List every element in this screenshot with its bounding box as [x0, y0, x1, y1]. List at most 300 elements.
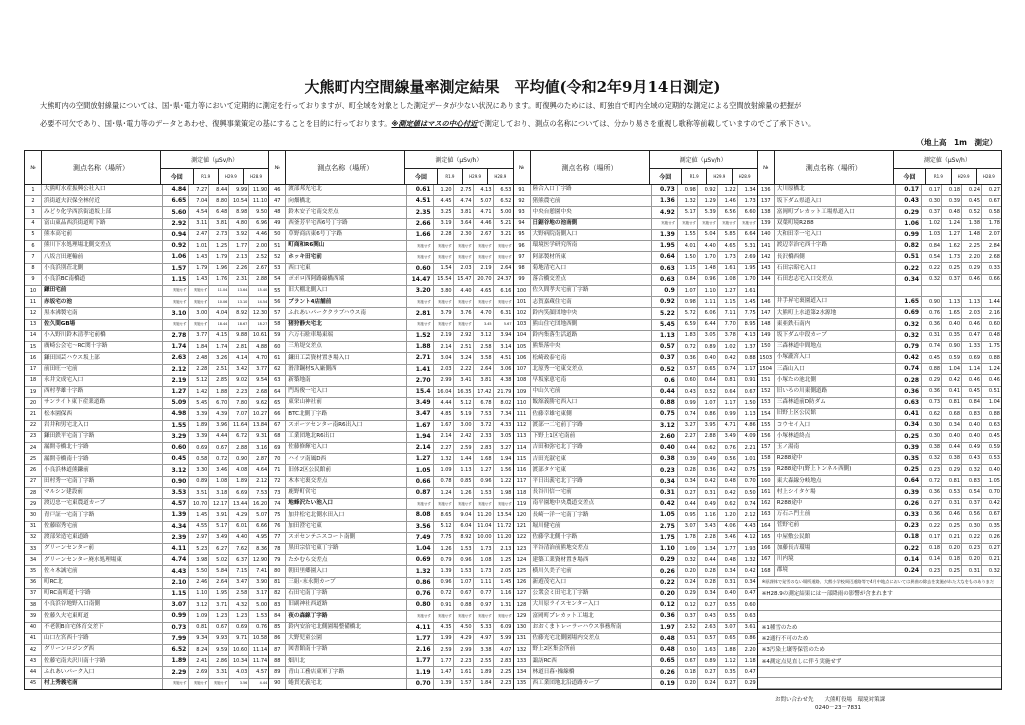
value-r1-9: 4.54 — [189, 207, 209, 217]
value-h28-9: 0.56 — [718, 454, 738, 464]
point-name: 石田宅南丁字路 — [286, 589, 407, 599]
point-name: たかむら交差点 — [286, 555, 407, 565]
table-row — [25, 499, 268, 510]
table-row — [25, 207, 268, 218]
value-h28-9: 0.81 — [718, 376, 738, 386]
current-value: 0.9 — [652, 286, 678, 296]
point-name: 郡境 — [775, 566, 896, 576]
current-value: 0.12 — [652, 600, 678, 610]
table-row — [269, 634, 512, 645]
value-h29-9: 0.34 — [942, 420, 962, 430]
value-h27-9: 15.40 — [257, 288, 268, 293]
table-rows — [25, 185, 268, 689]
value-h27-9: 3.90 — [256, 579, 268, 586]
intro-text-line1: 大熊町内の空間放射線量については、国･県･電力等において定期的に測定を行っておりますが、町全域を対象とした測定データが少ない状況にあります。町復興のためには、町独自で町内全域の定期的な測定による空間放射線量の把握が — [40, 101, 802, 110]
value-h27-9: 3.17 — [256, 590, 268, 597]
point-name — [775, 286, 896, 296]
value-h29-9: 1.88 — [209, 387, 229, 397]
point-name: 猪熊農宅前 — [531, 196, 652, 206]
table-row — [514, 387, 757, 398]
value-h27-9: 0.48 — [988, 332, 1000, 339]
value-r1-9: 3.80 — [434, 286, 454, 296]
value-h28-9: 10.54 — [229, 196, 249, 206]
current-value: 6.52 — [163, 645, 189, 655]
point-name: 菊地清宅入口 — [531, 264, 652, 274]
point-number: 157 — [758, 443, 775, 453]
point-name: 吉田和弥宅北丁字路 — [531, 443, 652, 453]
point-name: 新築地南 — [286, 376, 407, 386]
value-h29-9: 0.28 — [698, 566, 718, 576]
point-number: 39 — [25, 611, 42, 621]
value-h27-9: 0.63 — [744, 612, 756, 619]
value-r1-9: 0.58 — [189, 454, 209, 464]
point-number: 100 — [514, 286, 531, 296]
value-h27-9: 4.09 — [744, 433, 756, 440]
point-name: 小塚林道終点 — [775, 431, 896, 441]
value-h27-9: 0.33 — [988, 265, 1000, 272]
header-measurements — [650, 151, 757, 184]
value-h29-9: 2.59 — [454, 443, 474, 453]
table-row — [269, 365, 512, 376]
value-h27-9: 4.07 — [500, 646, 512, 653]
note-line: ※1種雪のため — [758, 622, 1001, 633]
value-r1-9: 2.97 — [189, 533, 209, 543]
value-h28-9: 1.27 — [718, 286, 738, 296]
header-periods — [894, 169, 1001, 184]
current-value: 0.69 — [407, 555, 433, 565]
point-number: 79 — [269, 555, 286, 565]
value-r1-9: 0.69 — [189, 443, 209, 453]
point-number: 28 — [25, 488, 42, 498]
value-h29-9: 実施せず — [454, 611, 474, 621]
point-number: 9 — [25, 275, 42, 285]
value-h28-9: 8.92 — [229, 308, 249, 318]
value-h29-9: 実施せず — [454, 297, 474, 307]
value-h27-9: 18.27 — [257, 322, 268, 327]
value-h28-9: 13.64 — [229, 286, 249, 296]
current-value: 0.39 — [896, 487, 922, 497]
table-row — [758, 241, 1001, 252]
point-name: 三森林道前D防ダム — [775, 398, 896, 408]
point-number: 1504 — [758, 364, 775, 374]
value-h27-9 — [982, 286, 1001, 296]
point-name: ホッキ田宅前 — [286, 252, 407, 262]
value-h28-9: 0.96 — [474, 477, 494, 487]
table-row — [514, 522, 757, 533]
point-name: 旧野上区公民館 — [775, 409, 896, 419]
current-value: 1.94 — [407, 432, 433, 442]
value-h28-9: 2.64 — [474, 365, 494, 375]
current-value: 2.66 — [407, 219, 433, 229]
table-row — [514, 555, 757, 566]
value-h28-9: 2.13 — [229, 252, 249, 262]
value-r1-9: 3.77 — [189, 331, 209, 341]
value-h29-9: 0.86 — [698, 409, 718, 419]
table-row — [758, 420, 1001, 431]
point-name: 三森山入口 — [775, 364, 896, 374]
value-h28-9: 0.30 — [962, 521, 982, 531]
value-h28-9: 7.62 — [229, 544, 249, 554]
current-value: 0.60 — [407, 264, 433, 274]
current-value: 1.04 — [407, 544, 433, 554]
value-h27-9: 2.16 — [988, 309, 1000, 316]
value-h28-9: 0.62 — [718, 499, 738, 509]
point-number: 75 — [269, 510, 286, 520]
point-number: 4 — [25, 219, 42, 229]
point-number: 83 — [269, 600, 286, 610]
current-value: 2.60 — [652, 432, 678, 442]
value-h29-9: 8.44 — [209, 185, 229, 195]
value-h29-9: 3.95 — [698, 421, 718, 431]
value-r1-9: 2.48 — [189, 353, 209, 363]
point-name: グリーンロジング西 — [42, 645, 163, 655]
point-number: 121 — [514, 522, 531, 532]
point-name: 松本園保西 — [42, 409, 163, 419]
point-number: 142 — [758, 252, 775, 262]
value-r1-9: 0.73 — [922, 398, 942, 408]
value-h29-9: 2.64 — [209, 578, 229, 588]
table-row — [758, 331, 1001, 342]
value-r1-9: 0.78 — [434, 477, 454, 487]
point-number: 117 — [514, 477, 531, 487]
header-p1: R1.9 — [194, 169, 219, 184]
value-h27-9: 1.78 — [988, 220, 1000, 227]
value-h28-9: 1.12 — [718, 656, 738, 666]
value-r1-9: 0.27 — [922, 499, 942, 509]
point-name: 漏開寺橋北十字路 — [42, 443, 163, 453]
value-h27-9: 実施せず — [742, 221, 756, 226]
value-h28-9: 9.02 — [229, 376, 249, 386]
point-name: ふれあいパーククラブハウス南 — [286, 308, 407, 318]
value-h27-9: 0.60 — [988, 321, 1000, 328]
value-r1-9: 0.57 — [678, 365, 698, 375]
value-h27-9: 2.88 — [256, 276, 268, 283]
value-r1-9: 0.79 — [434, 555, 454, 565]
value-h29-9: 0.81 — [942, 398, 962, 408]
current-value: 0.61 — [407, 185, 433, 195]
value-h28-9: 3.42 — [229, 365, 249, 375]
value-h28-9: 1.38 — [962, 219, 982, 229]
current-value: 実施せず — [407, 611, 433, 621]
current-value: 1.95 — [652, 241, 678, 251]
table-row — [758, 521, 1001, 532]
point-name: 佐藤久夫宅東町道 — [42, 611, 163, 621]
table-row — [269, 409, 512, 420]
table-row — [269, 219, 512, 230]
table-row — [25, 230, 268, 241]
value-h27-9: 0.42 — [988, 500, 1000, 507]
value-h29-9: 0.40 — [942, 319, 962, 329]
value-h29-9: 2.86 — [209, 656, 229, 666]
value-r1-9: 0.37 — [678, 611, 698, 621]
value-r1-9: 0.36 — [922, 510, 942, 520]
value-h28-9: 0.42 — [718, 488, 738, 498]
value-h27-9: 0.42 — [744, 568, 756, 575]
value-h28-9: 10.34 — [229, 656, 249, 666]
current-value: 2.14 — [407, 443, 433, 453]
value-r1-9: 1.83 — [678, 331, 698, 341]
table-row — [514, 320, 757, 331]
value-r1-9: 9.34 — [189, 634, 209, 644]
point-name: 渡部タケ宅東 — [531, 465, 652, 475]
value-h28-9: 13.44 — [229, 499, 249, 509]
table-row — [269, 589, 512, 600]
point-number: 23 — [25, 432, 42, 442]
current-value: 0.19 — [652, 679, 678, 689]
current-value: 0.63 — [652, 264, 678, 274]
current-value: 5.22 — [652, 308, 678, 318]
table-row — [269, 679, 512, 689]
value-r1-9: 15.54 — [434, 275, 454, 285]
value-h29-9: 0.89 — [698, 656, 718, 666]
value-h29-9: 1.10 — [698, 286, 718, 296]
table-row — [514, 185, 757, 196]
value-r1-9: 4.85 — [434, 409, 454, 419]
value-h29-9: 2.51 — [209, 365, 229, 375]
point-number: 166 — [758, 544, 775, 554]
current-value: 1.74 — [163, 342, 189, 352]
table-row — [269, 645, 512, 656]
point-number: 98 — [514, 264, 531, 274]
current-value: 0.63 — [652, 275, 678, 285]
current-value: 0.38 — [652, 454, 678, 464]
value-r1-9: 実施せず — [189, 297, 209, 307]
header-unit: 測定値（μSv/h） — [405, 151, 512, 169]
value-h28-9: 0.45 — [962, 387, 982, 397]
current-value: 0.65 — [652, 656, 678, 666]
point-name: 赤坂宅の池 — [42, 297, 163, 307]
current-value: 0.22 — [652, 578, 678, 588]
value-r1-9: 2.99 — [434, 376, 454, 386]
point-name: コウセイ入口 — [775, 420, 896, 430]
table-row — [269, 241, 512, 252]
point-name: 大川原橋北 — [775, 185, 896, 195]
table-row — [269, 421, 512, 432]
current-value: 0.82 — [896, 241, 922, 251]
value-h27-9: 0.58 — [988, 209, 1000, 215]
point-name: 熊集落中央 — [531, 342, 652, 352]
value-h29-9: 0.48 — [942, 207, 962, 217]
point-name: R288途中 — [775, 499, 896, 509]
value-r1-9: 0.20 — [678, 566, 698, 576]
value-h28-9: 5.85 — [718, 230, 738, 240]
current-value: 0.64 — [652, 252, 678, 262]
value-h29-9: 6.70 — [209, 398, 229, 408]
value-r1-9: 2.14 — [434, 432, 454, 442]
value-h29-9: 1.08 — [209, 477, 229, 487]
value-h28-9: 0.90 — [229, 454, 249, 464]
current-value: 0.44 — [652, 387, 678, 397]
point-number — [758, 286, 775, 296]
point-name: 佐久間GB場 — [42, 320, 163, 330]
point-number: 104 — [514, 331, 531, 341]
current-value: 1.27 — [407, 454, 433, 464]
value-h29-9: 0.67 — [209, 443, 229, 453]
value-r1-9: 0.27 — [678, 488, 698, 498]
value-h28-9: 3.81 — [474, 376, 494, 386]
point-name: 富岡町プレカット工場北 — [531, 611, 652, 621]
point-name: 陸合入口丁字路 — [531, 185, 652, 195]
current-value: 実施せず — [652, 219, 678, 229]
header-name: 測点名称（場所） — [531, 151, 650, 184]
current-value: 0.34 — [896, 420, 922, 430]
current-value: 0.94 — [163, 230, 189, 240]
value-h29-9: 3.05 — [698, 331, 718, 341]
value-h29-9: 1.25 — [209, 241, 229, 251]
point-name: 工業団地北R6出口 — [286, 432, 407, 442]
value-r1-9: 1.43 — [189, 252, 209, 262]
current-value: 1.65 — [896, 297, 922, 307]
value-h27-9: 0.88 — [988, 354, 1000, 361]
value-h27-9: 6.64 — [744, 231, 756, 238]
value-h28-9: 1.02 — [718, 342, 738, 352]
table-row — [514, 308, 757, 319]
current-value: 2.63 — [163, 353, 189, 363]
point-number: 67 — [269, 421, 286, 431]
point-number: 32 — [25, 533, 42, 543]
value-h29-9: 1.34 — [698, 544, 718, 554]
current-value: 0.66 — [407, 477, 433, 487]
value-h29-9: 0.44 — [942, 443, 962, 453]
value-h29-9: 0.27 — [698, 600, 718, 610]
current-value: 2.92 — [163, 219, 189, 229]
point-name: 佐藤修輝宅入口 — [286, 443, 407, 453]
value-r1-9: 1.07 — [678, 286, 698, 296]
current-value: 0.76 — [407, 589, 433, 599]
value-h29-9: 2.92 — [454, 331, 474, 341]
current-value: 2.78 — [163, 331, 189, 341]
table-column — [25, 151, 269, 689]
value-h27-9: 0.35 — [988, 522, 1000, 529]
table-row — [25, 398, 268, 409]
value-h27-9: 2.12 — [256, 478, 268, 485]
value-r1-9: 1.77 — [434, 656, 454, 666]
value-r1-9: 0.23 — [922, 465, 942, 475]
point-name: 堀川健宅前 — [531, 522, 652, 532]
current-value: 2.19 — [163, 376, 189, 386]
value-h27-9: 0.27 — [988, 545, 1000, 552]
point-name: 青山工務店東軍丁字路 — [286, 667, 407, 677]
current-value: 0.80 — [407, 600, 433, 610]
current-value: 2.29 — [163, 667, 189, 677]
value-h29-9: 6.44 — [698, 320, 718, 330]
value-h29-9: 8.92 — [454, 533, 474, 543]
table-row — [514, 219, 757, 230]
current-value: 実施せず — [407, 320, 433, 330]
value-h27-9: 4.64 — [256, 467, 268, 474]
value-h27-9: 7.53 — [256, 489, 268, 496]
value-h28-9: 7.15 — [229, 566, 249, 576]
blank-row — [758, 678, 1001, 689]
value-h27-9: 実施せず — [497, 613, 512, 618]
value-r1-9: 0.29 — [922, 375, 942, 385]
point-number: 11 — [25, 297, 42, 307]
point-number: 57 — [269, 308, 286, 318]
point-name: 小良浜谷地野入口南側 — [42, 600, 163, 610]
current-value: 0.92 — [652, 297, 678, 307]
table-row — [758, 398, 1001, 409]
value-h28-9: 0.46 — [962, 375, 982, 385]
point-name: ふれあいパーク入口 — [42, 667, 163, 677]
value-h27-9: 11.72 — [497, 523, 512, 530]
point-number: 165 — [758, 532, 775, 542]
header-no: № — [25, 151, 42, 184]
point-name: 野上2区集会所前 — [531, 645, 652, 655]
point-name: 鈴木安子宅南交差点 — [286, 207, 407, 217]
table-row — [269, 544, 512, 555]
table-row — [25, 196, 268, 207]
value-h29-9: 0.35 — [942, 331, 962, 341]
value-h27-9: 3.27 — [500, 444, 512, 451]
value-h28-9: 6.01 — [229, 522, 249, 532]
current-value: 1.41 — [407, 365, 433, 375]
value-h28-9: 6.56 — [718, 207, 738, 217]
current-value: 4.57 — [163, 499, 189, 509]
point-number: 78 — [269, 544, 286, 554]
value-h29-9: 0.65 — [698, 365, 718, 375]
value-h28-9: 2.88 — [229, 443, 249, 453]
value-h29-9: 0.25 — [942, 521, 962, 531]
value-h28-9: 7.80 — [229, 398, 249, 408]
point-name: 佐藤昭秀宅前 — [42, 522, 163, 532]
value-h27-9: 1.45 — [500, 579, 512, 586]
current-value: 3.56 — [407, 522, 433, 532]
table-row — [25, 477, 268, 488]
value-h29-9: 0.62 — [698, 443, 718, 453]
table-row — [25, 533, 268, 544]
point-number: 60 — [269, 342, 286, 352]
point-name: 小良浜林道熊鎌前 — [42, 465, 163, 475]
current-value: 1.55 — [163, 421, 189, 431]
table-row — [25, 387, 268, 398]
value-h29-9: 1.79 — [209, 252, 229, 262]
value-h27-9: 0.76 — [256, 624, 268, 631]
point-number: 119 — [514, 499, 531, 509]
table-row — [514, 264, 757, 275]
point-name: 富山東品西浜街道町下路 — [42, 219, 163, 229]
point-name: 林道日暮･操線橋 — [531, 667, 652, 677]
value-r1-9: 0.23 — [922, 566, 942, 576]
point-name: 吉田光淑宅東 — [531, 454, 652, 464]
value-h28-9: 2.55 — [474, 656, 494, 666]
point-name: ハイツ南風D西 — [286, 454, 407, 464]
value-h28-9: 7.07 — [229, 409, 249, 419]
point-name: 漏開寺橋南十字路 — [42, 454, 163, 464]
point-name: 飯舘義勝宅西入口 — [531, 398, 652, 408]
point-name: 早坂家恵宅南 — [531, 376, 652, 386]
value-h28-9: 3.46 — [718, 533, 738, 543]
header-p2: H29.9 — [219, 169, 244, 184]
value-h29-9: 2.42 — [454, 432, 474, 442]
value-h28-9: 17.42 — [474, 387, 494, 397]
value-h28-9: 4.97 — [474, 634, 494, 644]
value-h28-9: 1.15 — [718, 297, 738, 307]
value-h28-9: 4.70 — [474, 308, 494, 318]
value-h29-9: 2.99 — [454, 645, 474, 655]
current-value: 0.32 — [896, 331, 922, 341]
value-h29-9: 1.95 — [209, 589, 229, 599]
point-number: 52 — [269, 252, 286, 262]
value-h29-9: 1.76 — [209, 275, 229, 285]
value-r1-9: 0.14 — [922, 555, 942, 565]
current-value: 0.28 — [896, 375, 922, 385]
value-h29-9: 2.88 — [698, 432, 718, 442]
table-row — [269, 342, 512, 353]
point-number: 113 — [514, 432, 531, 442]
value-r1-9: 0.90 — [922, 297, 942, 307]
value-r1-9: 0.36 — [922, 387, 942, 397]
value-h28-9: 3.92 — [229, 230, 249, 240]
